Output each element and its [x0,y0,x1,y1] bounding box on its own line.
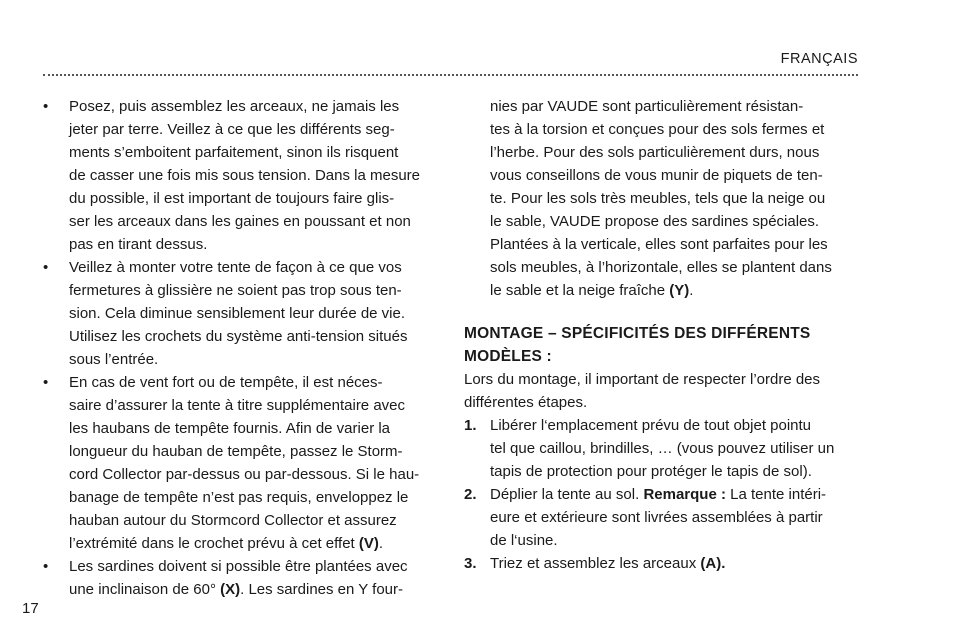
section-intro [464,368,860,414]
text-line: du possible, il est important de toujours faire glis- [69,190,395,207]
text-fragment: le sable et la neige fraîche [490,282,666,299]
text-line: eure et extérieure sont livrées assemblées à partir [490,509,823,526]
text-line: de casser une fois mis sous tension. Dans la mesure [69,167,420,184]
text-fragment: une inclinaison de 60° [69,581,216,598]
section-heading [464,322,860,368]
numbered-step [464,552,860,575]
page-number: 17 [22,600,39,617]
right-column [464,95,860,575]
text-line: tel que caillou, brindilles, … (vous pouvez utiliser un [490,440,835,457]
text-line: sous l’entrée. [69,351,159,368]
figure-reference: (V) [358,535,379,552]
text-line [490,483,860,506]
text-line: sion. Cela diminue sensiblement leur durée de vie. [69,305,406,322]
text-line: jeter par terre. Veillez à ce que les différents seg- [69,121,395,138]
text-line: Utilisez les crochets du système anti-tension situés [69,328,408,345]
bullet-item [43,371,438,555]
text-line: saire d’assurer la tente à titre supplémentaire avec [69,397,406,414]
figure-reference: (X) [220,581,241,598]
text-line: Plantées à la verticale, elles sont parfaites pour les [490,236,828,253]
text-line: l’herbe. Pour des sols particulièrement durs, nous [490,144,820,161]
text-line: le sable, VAUDE propose des sardines spéciales. [490,213,820,230]
text-line: sols meubles, à l’horizontale, elles se plantent dans [490,259,832,276]
text-line: pas en tirant dessus. [69,236,208,253]
text-fragment: . [689,282,694,299]
text-line: hauban autour du Stormcord Collector et assurez [69,512,397,529]
text-line: tes à la torsion et conçues pour des sols fermes et [490,121,825,138]
text-line: ser les arceaux dans les gaines en poussant et non [69,213,411,230]
text-line [490,279,860,302]
heading-line: MONTAGE – SPÉCIFICITÉS DES DIFFÉRENTS [464,325,811,342]
text-line: différentes étapes. [464,394,588,411]
language-header: FRANÇAIS [780,51,858,67]
note-label: Remarque : [643,486,726,503]
text-line: te. Pour les sols très meubles, tels que la neige ou [490,190,826,207]
text-line: Libérer l‘emplacement prévu de tout objet pointu [490,417,812,434]
numbered-step [464,483,860,552]
text-line: ments s’emboitent parfaitement, sinon ils risquent [69,144,399,161]
bullet-mark: • [43,98,49,115]
left-column [43,95,438,601]
text-line: les haubans de tempête fournis. Afin de varier la [69,420,391,437]
text-line: cord Collector par-dessus ou par-dessous. Si le hau- [69,466,420,483]
text-line: banage de tempête n’est pas requis, enveloppez le [69,489,409,506]
text-line: Les sardines doivent si possible être plantées avec [69,558,408,575]
text-fragment: Triez et assemblez les arceaux [490,555,697,572]
text-line: fermetures à glissière ne soient pas trop sous ten- [69,282,402,299]
text-line: de l‘usine. [490,532,558,549]
text-fragment: . [378,535,384,552]
figure-reference: (Y) [669,282,690,299]
step-number: 3. [464,555,477,572]
text-line: Lors du montage, il important de respecter l’ordre des [464,371,821,388]
bullet-mark: • [43,259,49,276]
header-dotted-rule [43,74,858,76]
text-line: longueur du hauban de tempête, passez le Storm- [69,443,403,460]
text-line [490,552,860,575]
text-line: En cas de vent fort ou de tempête, il est néces- [69,374,383,391]
heading-line: MODÈLES : [464,348,552,365]
text-line: tapis de protection pour protéger le tapis de sol). [490,463,812,480]
bullet-item [43,555,438,601]
text-fragment: l’extrémité dans le crochet prévu à cet effet [69,535,355,552]
step-number: 1. [464,417,477,434]
figure-reference: (A). [700,555,726,572]
text-line: Veillez à monter votre tente de façon à ce que vos [69,259,402,276]
bullet-item [43,95,438,256]
text-line: vous conseillons de vous munir de piquets de ten- [490,167,823,184]
step-number: 2. [464,486,477,503]
bullet-continuation [464,95,860,302]
text-fragment: . Les sardines en Y four- [240,581,404,598]
bullet-item [43,256,438,371]
numbered-step [464,414,860,483]
bullet-mark: • [43,374,49,391]
text-line: nies par VAUDE sont particulièrement résistan- [490,98,804,115]
text-fragment: La tente intéri- [730,486,827,503]
bullet-mark: • [43,558,49,575]
text-fragment: Déplier la tente au sol. [490,486,640,503]
text-line [69,578,438,601]
text-line [69,532,438,555]
text-line: Posez, puis assemblez les arceaux, ne jamais les [69,98,400,115]
